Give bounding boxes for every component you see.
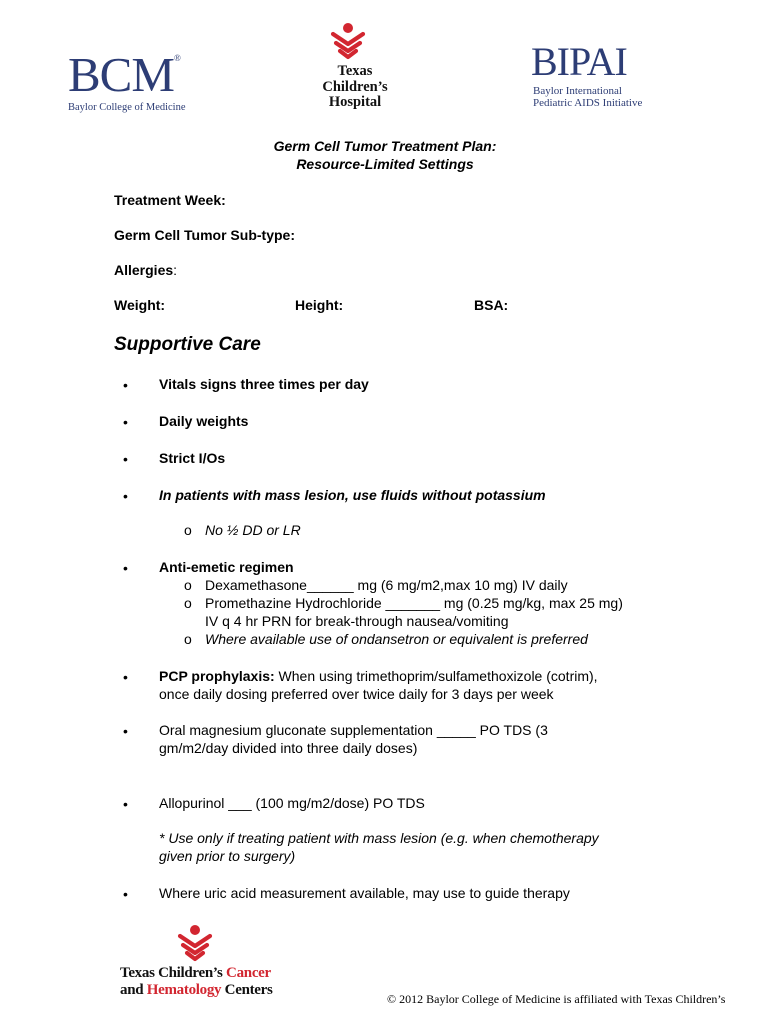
tcc-text-1: Texas Children’s	[120, 965, 227, 981]
tcc-line-2	[120, 982, 273, 999]
treatment-week-label: Treatment Week:	[114, 192, 226, 208]
bullet-icon: •	[123, 796, 128, 812]
bullet-icon: •	[123, 669, 128, 685]
bullet-icon: •	[123, 414, 128, 430]
list-item-magnesium: Oral magnesium gluconate supplementation _____ PO TDS (3	[159, 722, 548, 738]
bipai-line-1: Baylor International	[533, 85, 622, 97]
bipai-line-2: Pediatric AIDS Initiative	[533, 96, 643, 109]
bipai-logo: BIPAI	[531, 39, 627, 84]
bullet-icon: •	[123, 488, 128, 504]
pcp-label: PCP prophylaxis:	[159, 668, 275, 684]
tcc-text-4: Hematology	[146, 982, 222, 998]
sub-bullet-icon: o	[184, 595, 192, 611]
bullet-icon: •	[123, 886, 128, 902]
list-item-allopurinol: Allopurinol ___ (100 mg/m2/dose) PO TDS	[159, 795, 425, 811]
pcp-text: When using trimethoprim/sulfamethoxizole (cotrim),	[274, 668, 598, 684]
tch-line-3: Hospital	[328, 94, 382, 110]
registered-mark: ®	[173, 53, 180, 63]
list-item-magnesium-cont: gm/m2/day divided into three daily doses)	[159, 740, 418, 756]
tcc-text-5: Centers	[221, 982, 273, 998]
subtype-label: Germ Cell Tumor Sub-type:	[114, 227, 295, 243]
bullet-icon: •	[123, 451, 128, 467]
sub-bullet-icon: o	[184, 522, 192, 538]
allergies-colon: :	[173, 262, 178, 278]
allopurinol-note-cont: given prior to surgery)	[159, 848, 296, 864]
height-label: Height:	[295, 297, 344, 313]
sub-item-promethazine: Promethazine Hydrochloride _______ mg (0.25 mg/kg, max 25 mg)	[205, 595, 623, 611]
allergies-label	[114, 262, 177, 278]
document-title: Germ Cell Tumor Treatment Plan:	[273, 138, 497, 154]
list-item-antiemetic: Anti-emetic regimen	[159, 559, 294, 575]
tch-line-1: Texas	[337, 63, 373, 79]
list-item-daily-weights: Daily weights	[159, 413, 249, 429]
allergies-text: Allergies	[114, 262, 174, 278]
list-item-pcp	[159, 667, 598, 685]
bullet-icon: •	[123, 723, 128, 739]
weight-label: Weight:	[114, 297, 166, 313]
bcm-logo: BCM®	[68, 47, 180, 102]
tcc-logo-mark-icon	[172, 923, 218, 965]
list-item-mass-lesion: In patients with mass lesion, use fluids without potassium	[159, 487, 546, 503]
sub-item-no-dd: No ½ DD or LR	[205, 522, 301, 538]
sub-item-ondansetron: Where available use of ondansetron or equivalent is preferred	[205, 631, 588, 647]
tch-logo-text	[310, 64, 400, 111]
bipai-logo-subtitle	[533, 86, 642, 109]
tch-logo-mark-icon	[325, 20, 371, 64]
sub-bullet-icon: o	[184, 577, 192, 593]
tcc-line-1	[120, 965, 273, 982]
list-item-vitals: Vitals signs three times per day	[159, 376, 369, 392]
document-subtitle: Resource-Limited Settings	[296, 156, 474, 172]
tcc-text-3: and	[120, 982, 147, 998]
bcm-logo-subtitle: Baylor College of Medicine	[68, 102, 186, 113]
list-item-strict-io: Strict I/Os	[159, 450, 226, 466]
bsa-label: BSA:	[474, 297, 509, 313]
tcc-text-2: Cancer	[226, 965, 271, 981]
bullet-icon: •	[123, 377, 128, 393]
list-item-pcp-cont: once daily dosing preferred over twice daily for 3 days per week	[159, 686, 554, 702]
sub-item-promethazine-cont: IV q 4 hr PRN for break-through nausea/vomiting	[205, 613, 509, 629]
bullet-icon: •	[123, 560, 128, 576]
allopurinol-note: * Use only if treating patient with mass lesion (e.g. when chemotherapy	[159, 830, 599, 846]
tch-line-2: Children’s	[322, 78, 388, 95]
supportive-care-heading: Supportive Care	[114, 334, 261, 355]
copyright-notice: © 2012 Baylor College of Medicine is affiliated with Texas Children’s	[387, 992, 726, 1006]
list-item-uric-acid: Where uric acid measurement available, may use to guide therapy	[159, 885, 570, 901]
tcc-logo-text	[120, 965, 273, 999]
sub-bullet-icon: o	[184, 631, 192, 647]
sub-item-dexamethasone: Dexamethasone______ mg (6 mg/m2,max 10 mg) IV daily	[205, 577, 568, 593]
